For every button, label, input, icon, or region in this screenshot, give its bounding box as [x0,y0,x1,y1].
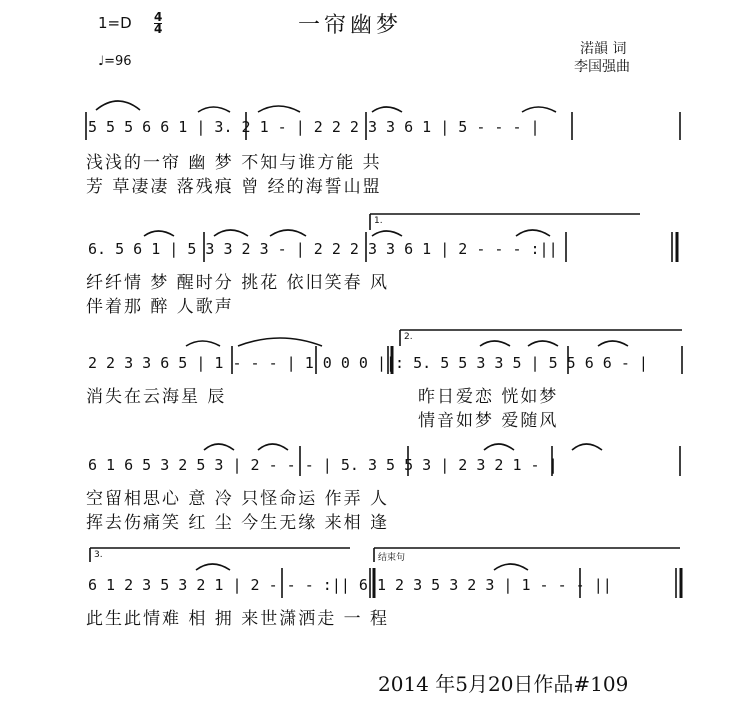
notes-row-4: 6 1 6 5 3 2 5 3 | 2 - - - | 5. 3 5 5 3 | 2 3 2 1 - | [88,456,558,474]
slur [204,444,234,450]
slur [258,444,288,450]
slur [238,338,322,346]
lyrics-row-4-verse-2: 挥去伤痛笑 红 尘 今生无缘 来相 逢 [86,513,390,533]
volta-1-label: 1. [374,216,383,226]
footer-date: 2014 年5月20日作品#109 [378,672,629,696]
slur [572,444,602,450]
slur [522,107,556,112]
lyrics-row-3-right-verse-1: 昨日爱恋 恍如梦 [418,387,559,407]
slur [484,444,514,450]
lyrics-row-2-verse-1: 纤纤情 梦 醒时分 挑花 依旧笑春 风 [86,273,390,293]
lyrics-row-2-verse-2: 伴着那 醉 人歌声 [86,297,234,317]
key-signature: 1=D [98,14,132,32]
composer-credit: 李国强曲 [574,59,630,75]
slur [96,101,140,110]
slur [198,107,230,112]
lyrics-row-3-right-verse-2: 情音如梦 爱随风 [418,411,559,431]
slur [494,564,528,570]
slur [144,231,174,236]
slur [186,341,220,346]
ending-label: 结束句 [378,553,406,563]
lyricist-credit: 渃韻 词 [580,41,627,57]
tempo-marking: ♩=96 [98,54,132,69]
slur [214,230,248,236]
time-denominator: 4 [154,22,163,36]
lyrics-row-5-verse-1: 此生此情难 相 拥 来世潇洒走 一 程 [86,609,390,629]
slur [528,341,558,346]
notes-row-3: 2 2 3 3 6 5 | 1 - - - | 1 0 0 0 ||: 5. 5 5 3 3 5 | 5 5 6 6 - | [88,354,648,372]
notes-row-5: 6 1 2 3 5 3 2 1 | 2 - - - :|| 6 1 2 3 5 3 2 3 | 1 - - - || [88,576,612,594]
slur [372,107,402,112]
slur [516,230,550,236]
slur [270,230,306,236]
slur [372,231,402,236]
slur [480,341,510,346]
lyrics-row-3-verse-1: 消失在云海星 辰 [86,387,227,407]
lyrics-row-4-verse-1: 空留相思心 意 冷 只怪命运 作弄 人 [86,489,390,509]
lyrics-row-1-verse-1: 浅浅的一帘 幽 梦 不知与谁方能 共 [86,153,382,173]
slur [598,341,628,346]
lyrics-row-1-verse-2: 芳 草凄凄 落残痕 曾 经的海誓山盟 [86,177,382,197]
slur [258,106,300,112]
notes-row-2: 6. 5 6 1 | 5 3 3 2 3 - | 2 2 2 3 3 6 1 | 2 - - - :|| [88,240,558,258]
volta-2-label: 2. [404,332,413,342]
slur [196,564,230,570]
volta-3-label: 3. [94,550,103,560]
time-numerator: 4 [154,10,163,24]
notes-row-1: 5 5 5 6 6 1 | 3. 2 1 - | 2 2 2 3 3 6 1 | 5 - - - | [88,118,540,136]
page-title: 一帘幽梦 [298,13,403,38]
